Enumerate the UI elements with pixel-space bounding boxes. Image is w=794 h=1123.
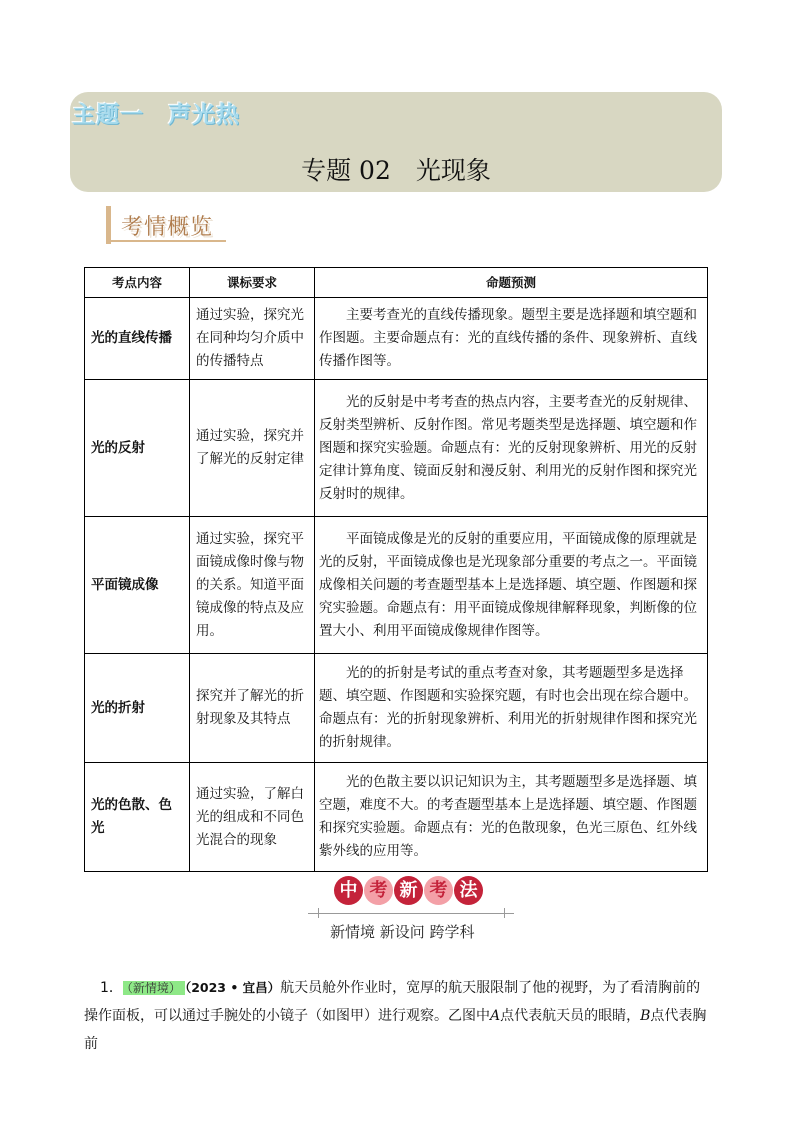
- requirement-cell: 通过实验，探究平面镜成像时像与物的关系。知道平面镜成像的特点及应用。: [190, 517, 315, 654]
- badge-char: 考: [424, 876, 453, 905]
- table-row: [85, 763, 708, 872]
- question-text: 点代表航天员的眼睛，: [500, 1008, 641, 1024]
- badge-divider-tick: [318, 908, 319, 918]
- prediction-cell: 光的色散主要以识记知识为主，其考题题型多是选择题、填空题，难度不大。的考查题型基本上是选择题、填空题、作图题和探究实验题。命题点有：光的色散现象，色光三原色、红外线紫外线的应用等。: [315, 763, 708, 872]
- badge-char: 考: [364, 876, 393, 905]
- table-header-row: [85, 268, 708, 298]
- badge-divider: [308, 913, 514, 914]
- prediction-cell: 主要考查光的直线传播现象。题型主要是选择题和填空题和作图题。主要命题点有：光的直线传播的条件、现象辨析、直线传播作图等。: [315, 298, 708, 380]
- theme-label: 主题一 声光热: [72, 102, 240, 128]
- question-text: 操作面板，可以通过手腕处的小镜子（如图甲）进行观察。乙图中: [84, 1008, 490, 1024]
- table-header-cell: 课标要求: [190, 268, 315, 298]
- table-row: [85, 517, 708, 654]
- section-accent-bar: [106, 206, 111, 244]
- table-row: [85, 298, 708, 380]
- badge-char: 法: [454, 876, 483, 905]
- topic-cell: 光的色散、色光: [85, 763, 190, 872]
- variable-a: A: [490, 1008, 501, 1024]
- prediction-cell: 平面镜成像是光的反射的重要应用，平面镜成像的原理就是光的反射，平面镜成像也是光现象部分重要的考点之一。平面镜成像相关问题的考查题型基本上是选择题、填空题、作图题和探究实验题。命题点有：用平面镜成像规律解释现象，判断像的位置大小、利用平面镜成像规律作图等。: [315, 517, 708, 654]
- topic-cell: 光的直线传播: [85, 298, 190, 380]
- prediction-cell: 光的反射是中考考查的热点内容，主要考查光的反射规律、反射类型辨析、反射作图。常见考题类型是选择题、填空题和作图题和探究实验题。命题点有：光的反射现象辨析、用光的反射定律计算角度、镜面反射和漫反射、利用光的反射作图和探究光反射时的规律。: [315, 380, 708, 517]
- question-number: 1．: [100, 980, 123, 996]
- exam-badge: [334, 876, 484, 905]
- section-heading: 考情概览: [121, 215, 214, 240]
- requirement-cell: 通过实验，探究并了解光的反射定律: [190, 380, 315, 517]
- requirement-cell: 通过实验，了解白光的组成和不同色光混合的现象: [190, 763, 315, 872]
- table-row: [85, 380, 708, 517]
- badge-divider-tick: [504, 908, 505, 918]
- topic-cell: 平面镜成像: [85, 517, 190, 654]
- requirement-cell: 探究并了解光的折射现象及其特点: [190, 654, 315, 763]
- question-text: 点代表胸前: [84, 1008, 707, 1052]
- question-line-1: [100, 974, 714, 1002]
- variable-b: B: [640, 1008, 651, 1024]
- question-source: （2023 • 宜昌）: [184, 980, 281, 995]
- topic-cell: 光的反射: [85, 380, 190, 517]
- topic-cell: 光的折射: [85, 654, 190, 763]
- table-header-cell: 考点内容: [85, 268, 190, 298]
- question-text: 航天员舱外作业时，宽厚的航天服限制了他的视野，为了看清胸前的: [280, 980, 701, 996]
- badge-char: 新: [394, 876, 423, 905]
- overview-table: [84, 267, 708, 872]
- requirement-cell: 通过实验，探究光在同种均匀介质中的传播特点: [190, 298, 315, 380]
- question-line-2: [84, 1002, 714, 1058]
- prediction-cell: 光的的折射是考试的重点考查对象，其考题题型多是选择题、填空题、作图题和实验探究题，有时也会出现在综合题中。命题点有：光的折射现象辨析、利用光的折射规律作图和探究光的折射规律。: [315, 654, 708, 763]
- page-title: 专题 02 光现象: [301, 156, 491, 185]
- badge-char: 中: [334, 876, 363, 905]
- table-row: [85, 654, 708, 763]
- badge-subtitle: 新情境 新设问 跨学科: [330, 923, 475, 941]
- table-header-cell: 命题预测: [315, 268, 708, 298]
- question-tag: （新情境）: [123, 981, 185, 995]
